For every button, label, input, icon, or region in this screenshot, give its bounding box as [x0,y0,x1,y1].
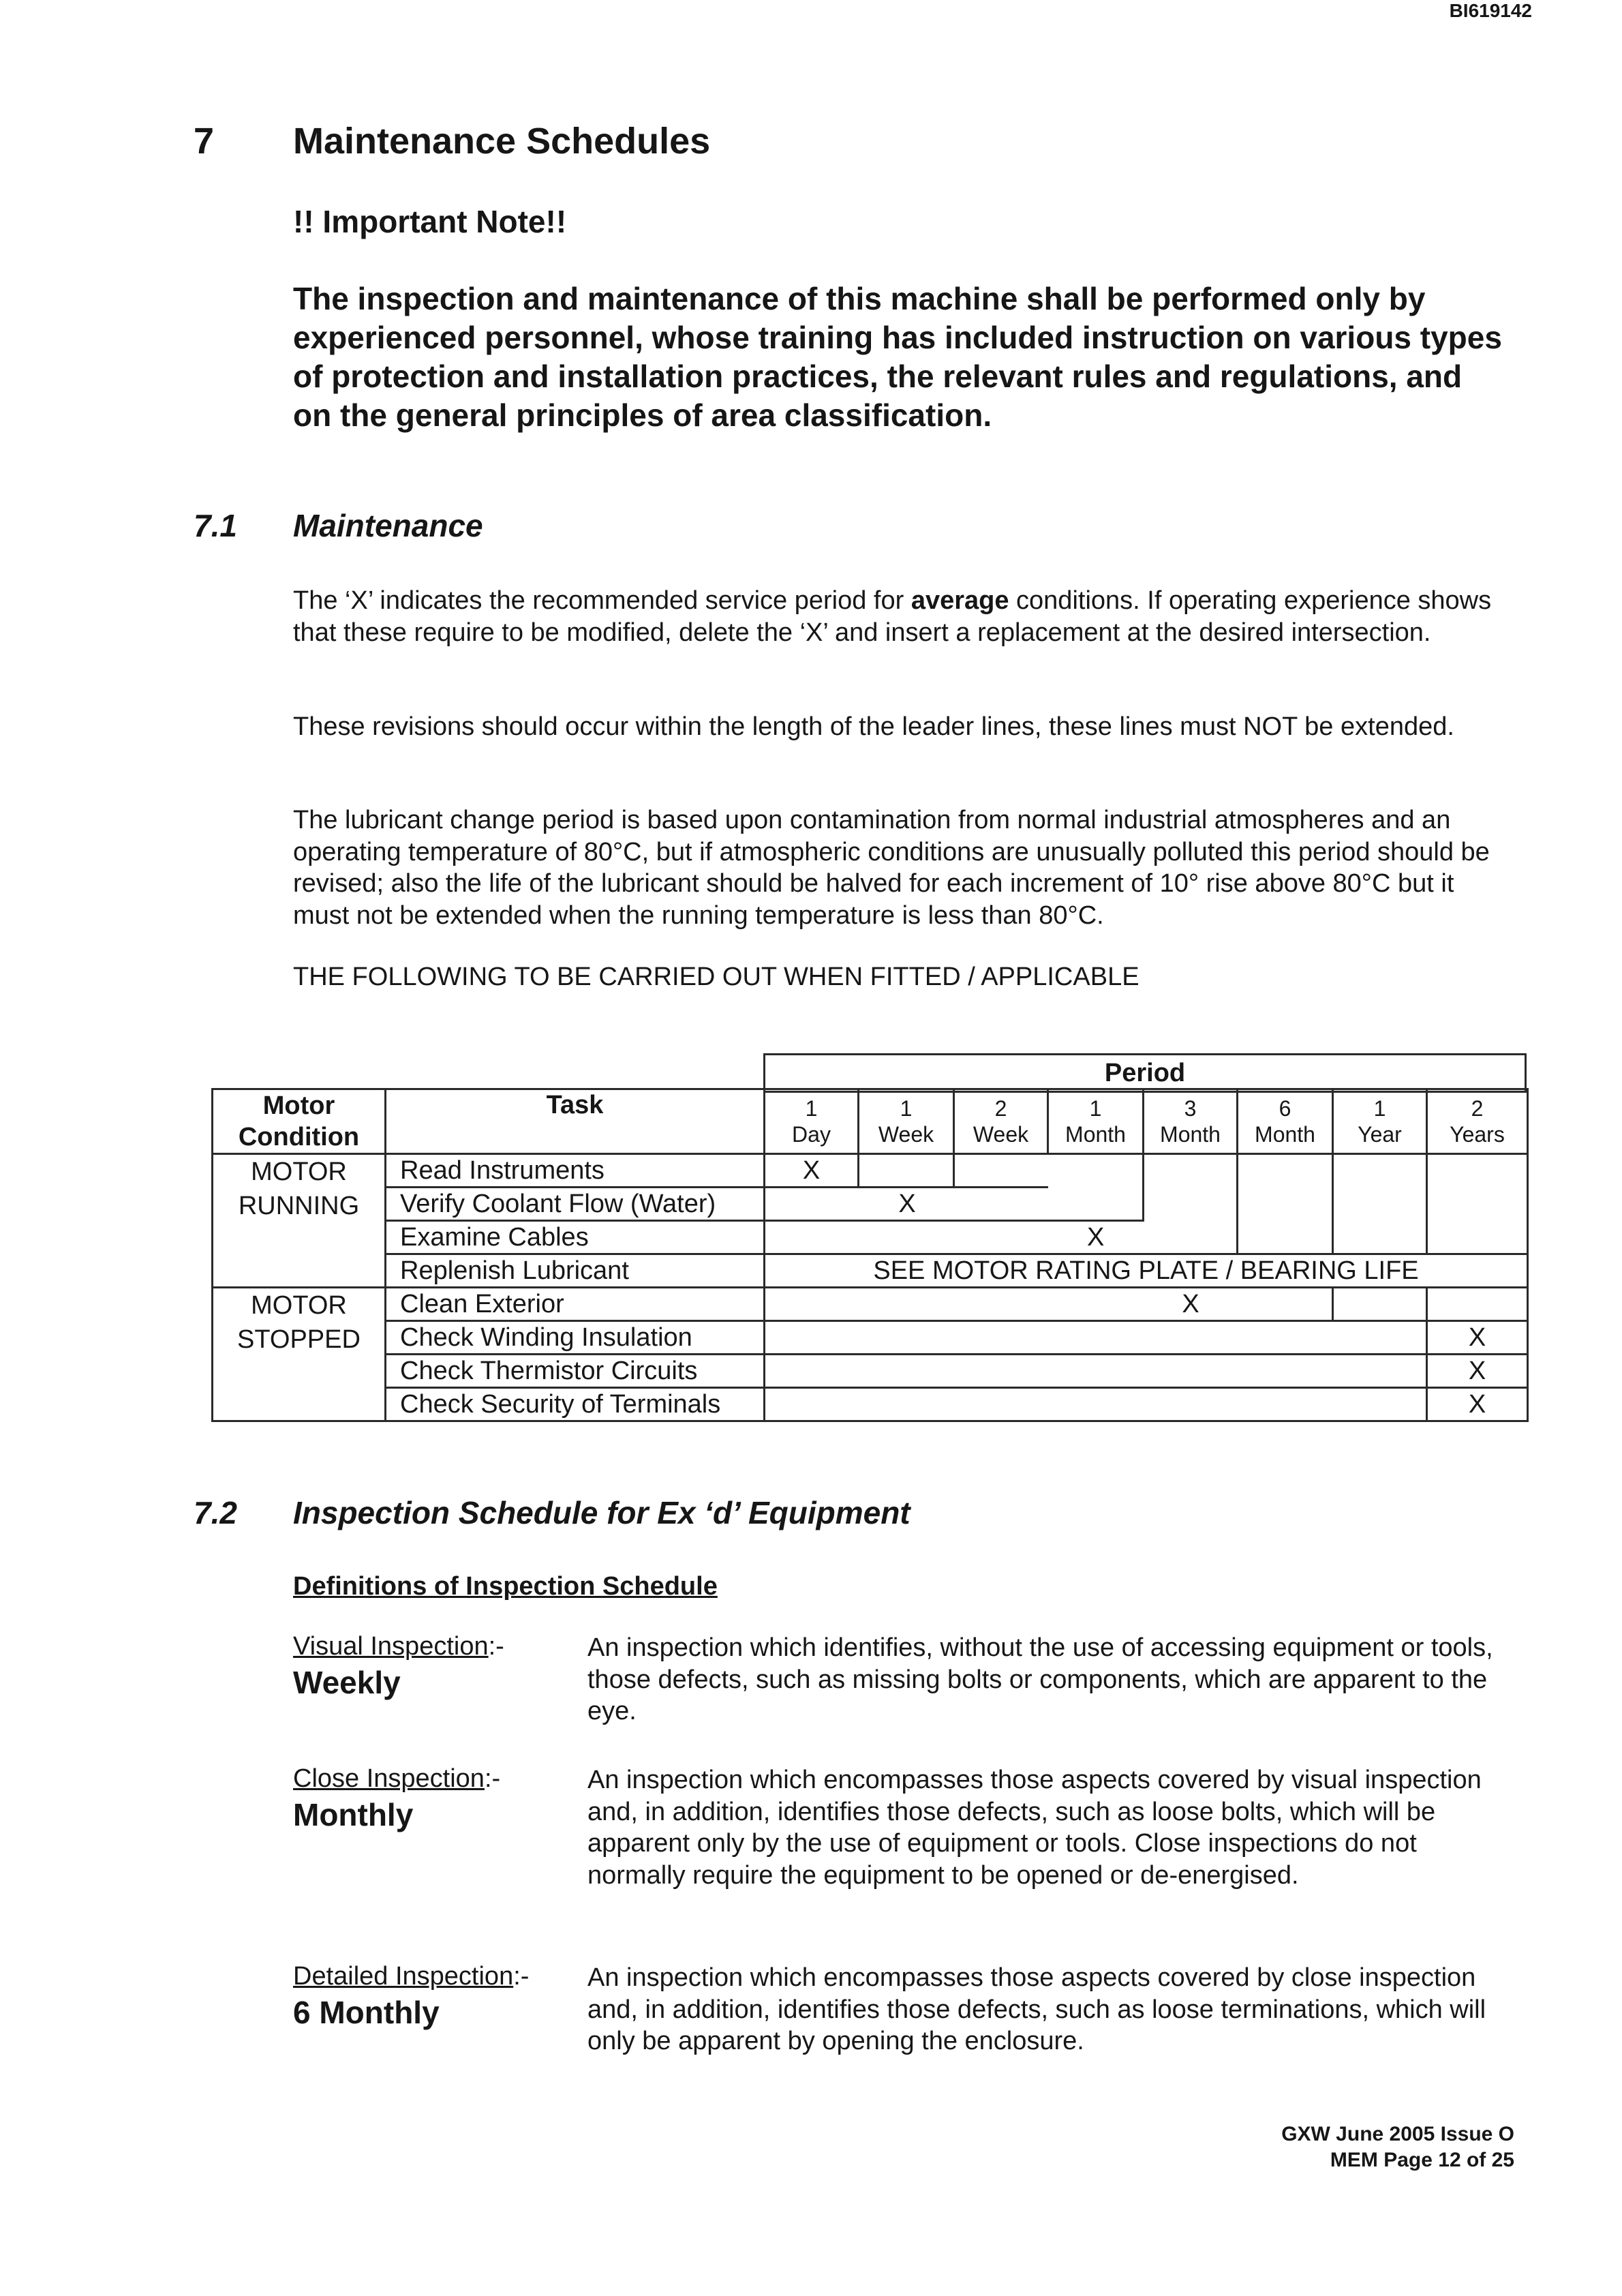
important-note-label: !! Important Note!! [293,204,567,239]
definitions-heading: Definitions of Inspection Schedule [293,1572,718,1601]
page-footer [1281,2121,1514,2173]
task-cell: Replenish Lubricant [386,1254,765,1288]
mark-cell: X [1427,1355,1528,1388]
applicability-note: THE FOLLOWING TO BE CARRIED OUT WHEN FITTED / APPLICABLE [293,963,1139,991]
definition-frequency: Weekly [293,1665,401,1700]
period-column-header: 1 Week [859,1089,954,1154]
definition-frequency: 6 Monthly [293,1995,440,2030]
table-row [213,1355,1528,1388]
table-header-row [213,1089,1528,1154]
definition-text: An inspection which identifies, without the use of accessing equipment or tools, those defects, such as missing bolts or components, which are apparent to the eye. [587,1633,1493,1725]
mark-cell: X [898,1190,916,1218]
condition-stopped: MOTOR STOPPED [213,1288,386,1421]
definition-text: An inspection which encompasses those aspects covered by close inspection and, in addition, identifies those defects, such as loose terminations, which will only be apparent by opening the enclosure. [587,1963,1486,2055]
task-cell: Check Thermistor Circuits [386,1355,765,1388]
motor-condition-header: Motor Condition [213,1089,386,1154]
table-row [213,1188,1528,1221]
mark-cell: X [1427,1321,1528,1355]
table-row [213,1321,1528,1355]
table-row [213,1288,1528,1321]
period-column-header: 1 Month [1048,1089,1144,1154]
table-row [213,1254,1528,1288]
period-column-header: 3 Month [1144,1089,1238,1154]
task-cell: Examine Cables [386,1221,765,1254]
definition-label: Visual Inspection:- Weekly [293,1632,504,1700]
subsection-number: 7.2 [194,1495,237,1530]
task-cell: Clean Exterior [386,1288,765,1321]
period-column-header: 2 Week [954,1089,1048,1154]
task-cell: Verify Coolant Flow (Water) [386,1188,765,1221]
task-cell: Read Instruments [386,1154,765,1188]
definition-label: Close Inspection:- Monthly [293,1764,501,1832]
condition-running: MOTOR RUNNING [213,1154,386,1288]
definition-label: Detailed Inspection:- 6 Monthly [293,1962,530,2030]
important-note-text: The inspection and maintenance of this machine shall be performed only by experienced personnel, whose training has included instruction on various types of protection and installation practices, the relevant rules and regulations, and on the general principles of area classification. [293,281,1502,433]
maintenance-paragraph-1: The ‘X’ indicates the recommended service period for average conditions. If operating experience shows that these require to be modified, delete the ‘X’ and insert a replacement at the desired intersection. [293,586,1492,647]
task-cell: Check Security of Terminals [386,1388,765,1421]
mark-cell: X [1182,1290,1199,1318]
period-header-table [763,1053,1527,1093]
lubricant-note: SEE MOTOR RATING PLATE / BEARING LIFE [765,1254,1528,1288]
maintenance-table [211,1088,1529,1422]
task-header: Task [386,1089,765,1154]
footer-page-number: MEM Page 12 of 25 [1330,2149,1514,2171]
definition-text: An inspection which encompasses those aspects covered by visual inspection and, in addition, identifies those defects, such as loose bolts, which will be apparent only by the use of equipment or tools. Close inspections do not normally require the equipment to be opened or de-energised. [587,1766,1482,1890]
period-column-header: 6 Month [1238,1089,1333,1154]
maintenance-paragraph-2: These revisions should occur within the length of the leader lines, these lines must NOT be extended. [293,712,1454,741]
maintenance-paragraph-3: The lubricant change period is based upon contamination from normal industrial atmospheres and an operating temperature of 80°C, but if atmospheric conditions are unusually polluted this period should be revised; also the life of the lubricant should be halved for each increment of 10° rise above 80°C but it must not be extended when the running temperature is less than 80°C. [293,806,1490,930]
table-row [213,1221,1528,1254]
subsection-title: Maintenance [293,508,483,543]
document-id: BI619142 [1449,0,1532,21]
definition-frequency: Monthly [293,1797,414,1832]
mark-cell: X [765,1154,859,1188]
mark-cell: X [1427,1388,1528,1421]
period-header: Period [765,1055,1526,1092]
period-column-header: 1 Year [1333,1089,1427,1154]
section-title: Maintenance Schedules [293,121,711,162]
period-column-header: 1 Day [765,1089,859,1154]
table-row [213,1154,1528,1188]
table-row [213,1388,1528,1421]
subsection-title: Inspection Schedule for Ex ‘d’ Equipment [293,1495,911,1530]
period-column-header: 2 Years [1427,1089,1528,1154]
section-number: 7 [194,121,215,162]
footer-issue: GXW June 2005 Issue O [1281,2123,1514,2145]
subsection-number: 7.1 [194,508,237,543]
mark-cell: X [1087,1223,1105,1252]
task-cell: Check Winding Insulation [386,1321,765,1355]
